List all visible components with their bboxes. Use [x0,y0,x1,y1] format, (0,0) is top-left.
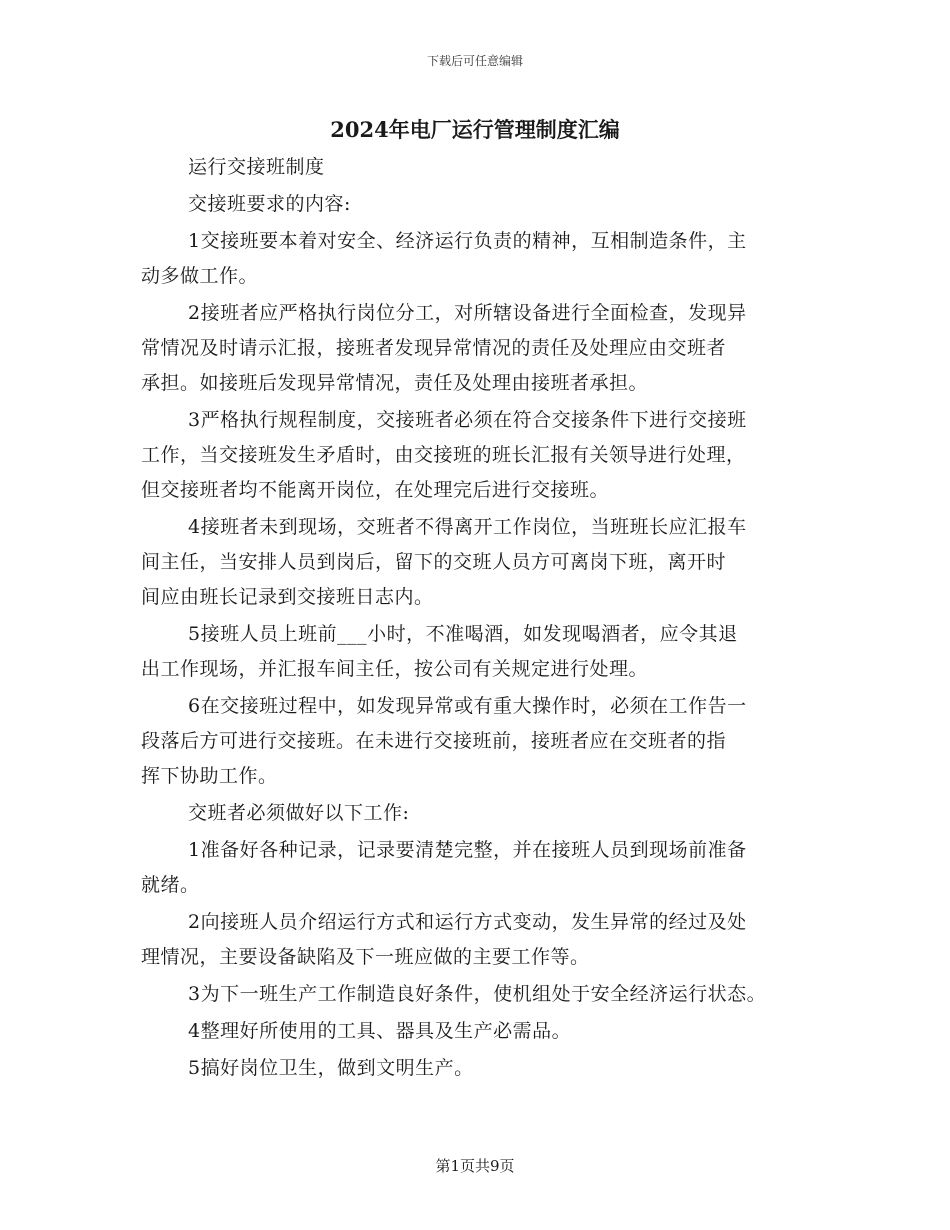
paragraph [141,1053,827,1090]
paragraph [141,152,827,189]
paragraph-line: 运行交接班制度 [188,156,325,178]
paragraph [141,1016,827,1053]
paragraph [141,907,827,979]
document-body [141,152,827,1090]
paragraph-line: 5接班人员上班前___小时，不准喝酒，如发现喝酒者，应令其退 [188,623,738,645]
paragraph-line: 5搞好岗位卫生，做到文明生产。 [188,1057,474,1079]
paragraph [141,298,827,405]
document-title: 2024年电厂运行管理制度汇编 [330,117,620,142]
paragraph-line: 6在交接班过程中，如发现异常或有重大操作时，必须在工作告一 [188,695,747,717]
paragraph [141,619,827,691]
paragraph-line: 动多做工作。 [141,265,259,287]
paragraph-line: 交班者必须做好以下工作: [188,802,410,824]
paragraph-line: 出工作现场，并汇报车间主任，按公司有关规定进行处理。 [141,658,649,680]
paragraph-line: 承担。如接班后发现异常情况，责任及处理由接班者承担。 [141,372,649,394]
paragraph-line: 1准备好各种记录，记录要清楚完整，并在接班人员到现场前准备 [188,839,747,861]
paragraph [141,512,827,619]
paragraph [141,835,827,907]
paragraph [141,189,827,226]
paragraph-line: 3严格执行规程制度，交接班者必须在符合交接条件下进行交接班 [188,409,747,431]
paragraph-line: 3为下一班生产工作制造良好条件，使机组处于安全经济运行状态。 [188,983,767,1005]
paragraph-line: 就绪。 [141,874,200,896]
paragraph-line: 间应由班长记录到交接班日志内。 [141,586,434,608]
paragraph [141,979,827,1016]
paragraph [141,226,827,298]
paragraph-line: 交接班要求的内容: [188,193,351,215]
paragraph-line: 2接班者应严格执行岗位分工，对所辖设备进行全面检查，发现异 [188,302,747,324]
paragraph-line: 段落后方可进行交接班。在未进行交接班前，接班者应在交班者的指 [141,730,727,752]
paragraph-line: 1交接班要本着对安全、经济运行负责的精神，互相制造条件，主 [188,230,747,252]
paragraph-line: 4整理好所使用的工具、器具及生产必需品。 [188,1020,572,1042]
paragraph-line: 间主任，当安排人员到岗后，留下的交班人员方可离岗下班，离开时 [141,551,727,573]
paragraph-line: 4接班者未到现场，交班者不得离开工作岗位，当班班长应汇报车 [188,516,747,538]
paragraph [141,798,827,835]
paragraph-line: 但交接班者均不能离开岗位，在处理完后进行交接班。 [141,479,610,501]
header-note: 下载后可任意编辑 [426,54,523,68]
paragraph [141,405,827,512]
paragraph-line: 挥下协助工作。 [141,765,278,787]
paragraph-line: 2向接班人员介绍运行方式和运行方式变动，发生异常的经过及处 [188,911,747,933]
page-number: 第1页共9页 [435,1157,515,1175]
paragraph-line: 常情况及时请示汇报，接班者发现异常情况的责任及处理应由交班者 [141,337,727,359]
paragraph-line: 工作，当交接班发生矛盾时，由交接班的班长汇报有关领导进行处理， [141,444,746,466]
paragraph-line: 理情况，主要设备缺陷及下一班应做的主要工作等。 [141,946,590,968]
paragraph [141,691,827,798]
